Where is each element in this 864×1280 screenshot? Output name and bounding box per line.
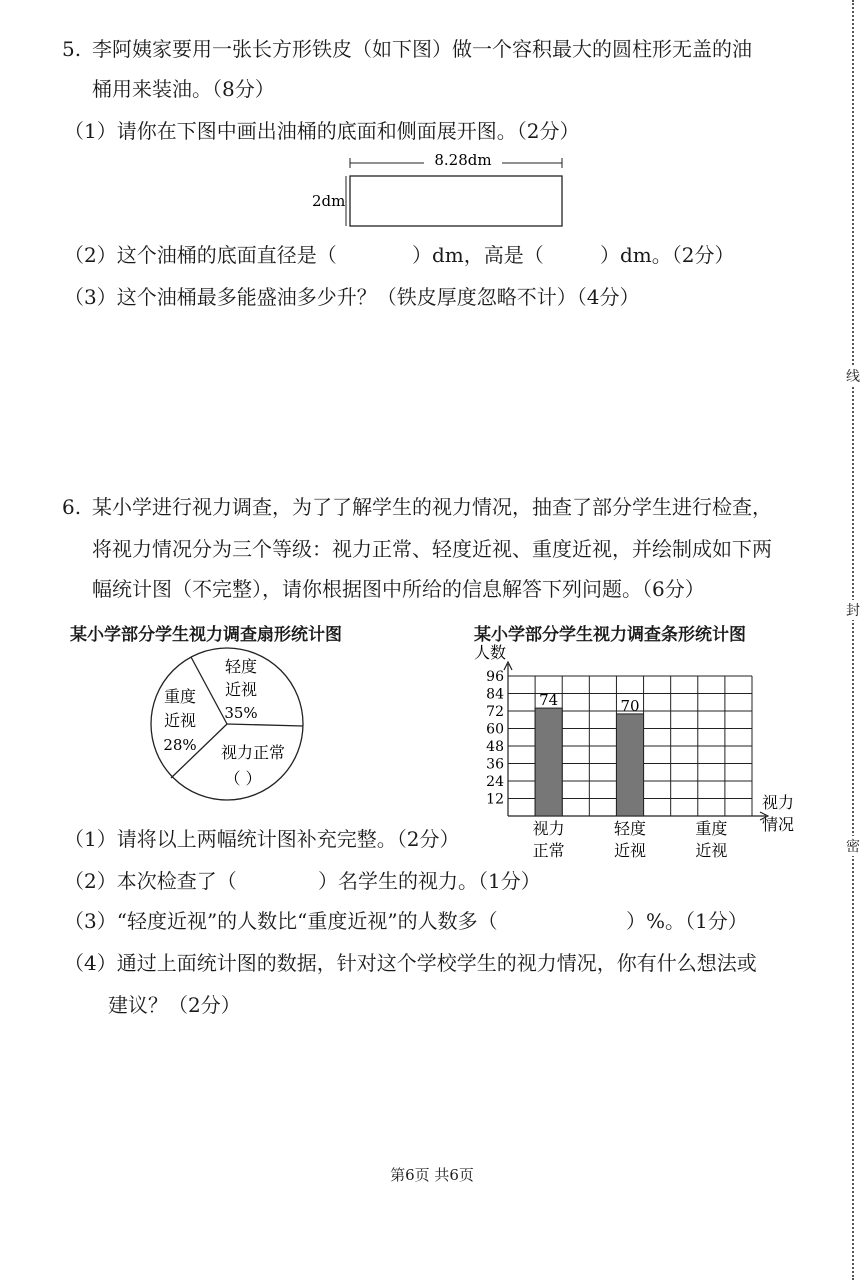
binding-mark-2: 封 bbox=[844, 600, 862, 620]
rect-width-label: 8.28dm bbox=[434, 151, 492, 169]
bar-ytick-label: 60 bbox=[486, 721, 504, 738]
sheet-rectangle bbox=[350, 176, 562, 226]
bar-category-label-2: 正常 bbox=[532, 841, 565, 860]
q5-text-line2: 桶用来装油。（8分） bbox=[92, 77, 275, 101]
pie-chart-title: 某小学部分学生视力调查扇形统计图 bbox=[70, 625, 342, 645]
bar-ytick-label: 72 bbox=[486, 704, 504, 720]
q6-sub4-line1: （4）通过上面统计图的数据，针对这个学校学生的视力情况，你有什么想法或 bbox=[64, 951, 757, 975]
bar-0 bbox=[535, 708, 562, 816]
bar-ytick-label: 12 bbox=[486, 791, 504, 808]
bar-chart-ylabel: 人数 bbox=[474, 643, 507, 662]
q6-text-line1: 某小学进行视力调查，为了了解学生的视力情况，抽查了部分学生进行检查， bbox=[92, 495, 772, 519]
q6-sub3-b: ）%。（1分） bbox=[626, 909, 748, 933]
page-footer: 第6页 共6页 bbox=[390, 1166, 474, 1184]
bar-category-label-1: 视力 bbox=[532, 819, 565, 838]
bar-ytick-label: 36 bbox=[486, 756, 504, 773]
bar-ytick-label: 96 bbox=[486, 669, 504, 685]
bar-data-label: 70 bbox=[620, 696, 640, 715]
q5-sub3: （3）这个油桶最多能盛油多少升？（铁皮厚度忽略不计）（4分） bbox=[64, 285, 640, 309]
bar-chart bbox=[460, 640, 820, 862]
pie-chart bbox=[140, 640, 320, 820]
q6-sub4-line2: 建议？（2分） bbox=[108, 993, 241, 1017]
bar-category-label-1: 重度 bbox=[695, 819, 728, 838]
q6-number: 6. bbox=[62, 495, 82, 519]
pie-slice-label-severe-1: 重度 bbox=[163, 687, 197, 706]
bar-category-label-2: 近视 bbox=[695, 841, 728, 860]
q6-text-line2: 将视力情况分为三个等级：视力正常、轻度近视、重度近视，并绘制成如下两 bbox=[92, 537, 772, 561]
q5-sub2-b: ）dm，高是（ bbox=[412, 243, 544, 267]
rect-height-label: 2dm bbox=[312, 192, 346, 210]
q6-sub2-b: ）名学生的视力。（1分） bbox=[318, 869, 541, 893]
pie-divider-1 bbox=[191, 657, 227, 724]
pie-slice-label-severe-2: 近视 bbox=[163, 711, 197, 730]
q6-sub2-a: （2）本次检查了（ bbox=[64, 869, 237, 893]
bar-chart-title: 某小学部分学生视力调查条形统计图 bbox=[474, 625, 746, 645]
pie-slice-label-light-1: 轻度 bbox=[224, 657, 258, 676]
bar-category-label-2: 近视 bbox=[613, 841, 647, 860]
binding-mark-3: 密 bbox=[844, 836, 862, 856]
binding-mark-1: 线 bbox=[844, 366, 862, 386]
bar-ytick-label: 48 bbox=[486, 739, 504, 755]
bar-category-label-1: 轻度 bbox=[613, 819, 647, 838]
q6-sub3-a: （3）“轻度近视”的人数比“重度近视”的人数多（ bbox=[64, 909, 498, 933]
q5-number: 5. bbox=[62, 37, 82, 61]
q5-text-line1: 李阿姨家要用一张长方形铁皮（如下图）做一个容积最大的圆柱形无盖的油 bbox=[92, 37, 752, 61]
pie-slice-value-severe: 28% bbox=[163, 736, 197, 754]
bar-data-label: 74 bbox=[539, 691, 559, 710]
pie-slice-value-light: 35% bbox=[224, 704, 258, 722]
bar-ytick-label: 24 bbox=[486, 774, 504, 790]
q5-sub2-a: （2）这个油桶的底面直径是（ bbox=[64, 243, 337, 267]
pie-slice-value-normal: （ ） bbox=[224, 769, 262, 788]
q5-sub2-c: ）dm。（2分） bbox=[600, 243, 735, 267]
bar-chart-xlabel-1: 视力 bbox=[762, 793, 795, 812]
q6-sub1: （1）请将以上两幅统计图补充完整。（2分） bbox=[64, 827, 460, 851]
pie-slice-label-normal: 视力正常 bbox=[220, 743, 286, 762]
q5-sub1: （1）请你在下图中画出油桶的底面和侧面展开图。（2分） bbox=[64, 119, 580, 143]
pie-divider-2 bbox=[227, 724, 303, 726]
q6-text-line3: 幅统计图（不完整），请你根据图中所给的信息解答下列问题。（6分） bbox=[92, 577, 705, 601]
bar-chart-xlabel-2: 情况 bbox=[762, 815, 795, 834]
sheet-diagram bbox=[300, 146, 580, 236]
bar-ytick-label: 84 bbox=[486, 686, 504, 703]
binding-line bbox=[852, 0, 854, 1280]
bar-1 bbox=[616, 714, 643, 816]
pie-slice-label-light-2: 近视 bbox=[224, 680, 258, 699]
